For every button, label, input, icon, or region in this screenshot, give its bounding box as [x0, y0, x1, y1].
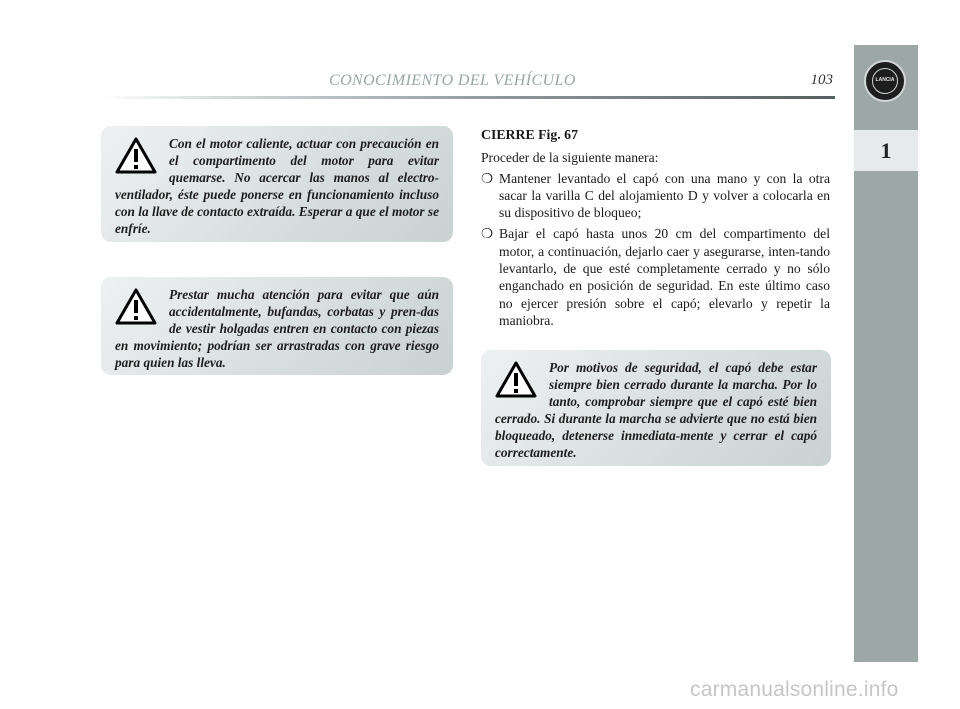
list-item [481, 225, 830, 329]
warning-triangle-icon [495, 361, 537, 399]
main-content [481, 126, 830, 333]
bullet-circle-icon: ❍ [481, 170, 494, 186]
warning-box-hot-engine [101, 126, 453, 242]
warning-box-hood-closed [481, 350, 831, 466]
step-text: Bajar el capó hasta unos 20 cm del compartimento del motor, a continuación, dejarlo caer y asegurarse, inten-tando levantarlo, de que esté completamente cerrado y no sólo enganchado en posición de seguridad. En este último caso no ejercer presión sobre el capó; elevarlo y repetir la maniobra. [499, 226, 830, 328]
bullet-circle-icon: ❍ [481, 226, 494, 242]
page-number: 103 [810, 72, 833, 88]
header-title: CONOCIMIENTO DEL VEHÍCULO [329, 72, 576, 89]
section-intro: Proceder de la siguiente manera: [481, 150, 659, 166]
warning-triangle-icon [115, 288, 157, 326]
step-text: Mantener levantado el capó con una mano y con la otra sacar la varilla C del alojamiento D y volver a colocarla en su dispositivo de bloqueo; [499, 170, 830, 221]
steps-list [481, 170, 830, 330]
logo-ring [872, 68, 898, 94]
watermark: carmanualsonline.info [690, 678, 899, 701]
warning-text: Prestar mucha atención para evitar que aún accidentalmente, bufandas, corbatas y pren-das de vestir holgadas entren en contacto con piezas en movimiento; podrían ser arrastradas con grave riesgo para quien las lleva. [115, 287, 439, 370]
page-header [102, 68, 835, 98]
chapter-number: 1 [854, 130, 918, 171]
warning-triangle-icon [115, 137, 157, 175]
header-rule [102, 96, 835, 99]
warning-text: Con el motor caliente, actuar con precaución en el compartimento del motor para evitar quemarse. No acercar las manos al electro-ventilador, éste puede ponerse en funcionamiento incluso con la llave de contacto extraída. Esperar a que el motor se enfríe. [115, 136, 439, 236]
warning-text: Por motivos de seguridad, el capó debe estar siempre bien cerrado durante la marcha. Por lo tanto, comprobar siempre que el capó esté bien cerrado. Si durante la marcha se advierte que no está bien bloqueado, detenerse inmediata-mente y cerrar el capó correctamente. [495, 360, 817, 460]
warning-box-loose-clothing [101, 277, 453, 375]
lancia-logo [864, 60, 906, 102]
section-heading: CIERRE Fig. 67 [481, 127, 578, 142]
logo-text: LANCIA [875, 77, 895, 83]
list-item [481, 170, 830, 222]
chapter-sidebar [854, 45, 918, 662]
